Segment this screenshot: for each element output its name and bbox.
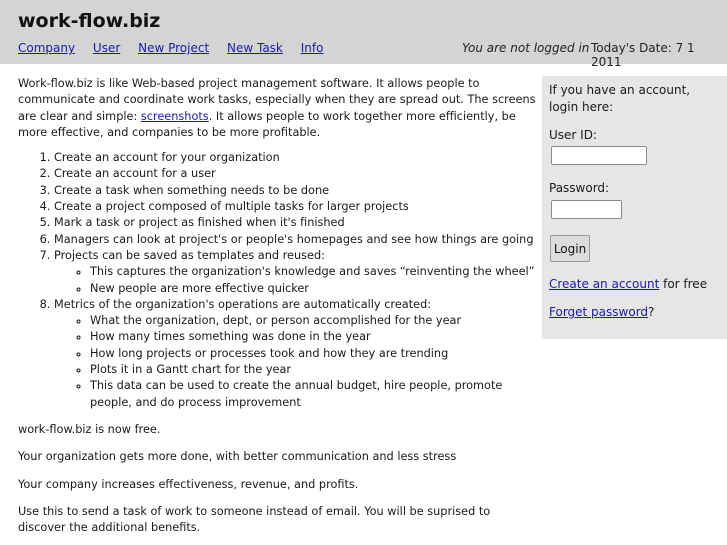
forget-password-link[interactable]: Forget password xyxy=(549,305,649,319)
sub-item: ◦ This captures the organization's knowledge and saves “reinventing the wheel” xyxy=(90,264,540,280)
login-prompt: If you have an account, login here: xyxy=(549,83,691,114)
step-item: 5. Mark a task or project as finished when it's finished xyxy=(54,215,540,231)
todays-date: Today's Date: 7 1 2011 xyxy=(591,41,695,69)
userid-label: User ID: xyxy=(549,128,597,142)
main-nav xyxy=(18,41,337,55)
sub-item: ◦ How long projects or processes took and how they are trending xyxy=(90,346,540,362)
login-status: You are not logged in xyxy=(462,41,590,55)
nav-link-user[interactable]: User xyxy=(92,41,121,55)
step-item: 2. Create an account for a user xyxy=(54,166,540,182)
screenshots-link[interactable]: screenshots xyxy=(140,109,209,123)
sub-item: ◦ What the organization, dept, or person accomplished for the year xyxy=(90,313,540,329)
sub-item: ◦ This data can be used to create the annual budget, hire people, promote people, and do process improvement xyxy=(90,378,540,411)
step-item: 1. Create an account for your organization xyxy=(54,150,540,166)
login-button[interactable]: Login xyxy=(550,235,590,262)
step-item-templates xyxy=(54,248,540,297)
step-item: 4. Create a project composed of multiple tasks for larger projects xyxy=(54,199,540,215)
password-input[interactable] xyxy=(551,200,622,219)
sub-item: ◦ How many times something was done in the year xyxy=(90,329,540,345)
step-item: 3. Create a task when something needs to be done xyxy=(54,183,540,199)
step-label: Metrics of the organization's operations are automatically created: xyxy=(54,297,432,311)
metrics-sublist xyxy=(54,313,540,411)
templates-sublist xyxy=(54,264,540,297)
create-account-link[interactable]: Create an account xyxy=(549,277,660,291)
create-account-line xyxy=(549,276,707,293)
forget-password-line xyxy=(549,304,654,321)
main-content xyxy=(18,76,540,536)
userid-input[interactable] xyxy=(551,146,647,165)
step-item: 6. Managers can look at project's or people's homepages and see how things are going xyxy=(54,232,540,248)
create-account-suffix: for free xyxy=(659,277,708,291)
password-label: Password: xyxy=(549,181,610,195)
nav-link-new-project[interactable]: New Project xyxy=(138,41,210,55)
steps-list xyxy=(18,150,540,411)
profit-paragraph: Your company increases effectiveness, revenue, and profits. xyxy=(18,477,359,491)
benefit-paragraph: Your organization gets more done, with better communication and less stress xyxy=(18,450,457,464)
login-panel xyxy=(542,76,727,339)
intro-text-1: Work-flow.biz is like Web-based project management software. It allows people to communicate and coordinate work tasks, especially when they are spread out. The screens are clear and simple: xyxy=(18,77,536,123)
nav-link-new-task[interactable]: New Task xyxy=(226,41,283,55)
nav-link-info[interactable]: Info xyxy=(300,41,324,55)
nav-link-company[interactable]: Company xyxy=(18,41,76,55)
step-item-metrics xyxy=(54,297,540,411)
free-paragraph: work-flow.biz is now free. xyxy=(18,422,161,436)
site-title: work-flow.biz xyxy=(18,10,161,32)
step-label: Projects can be saved as templates and reused: xyxy=(54,248,325,262)
header-bar xyxy=(0,0,727,69)
forget-password-suffix: ? xyxy=(648,305,655,319)
intro-paragraph xyxy=(18,76,540,141)
intro-text-2: . It allows people to work together more efficiently, be more effective, and companies to be more profitable. xyxy=(18,109,516,139)
sub-item: ◦ New people are more effective quicker xyxy=(90,281,540,297)
sub-item: ◦ Plots it in a Gantt chart for the year xyxy=(90,362,540,378)
email-paragraph: Use this to send a task of work to someone instead of email. You will be suprised to discover the additional benefits. xyxy=(18,504,491,535)
